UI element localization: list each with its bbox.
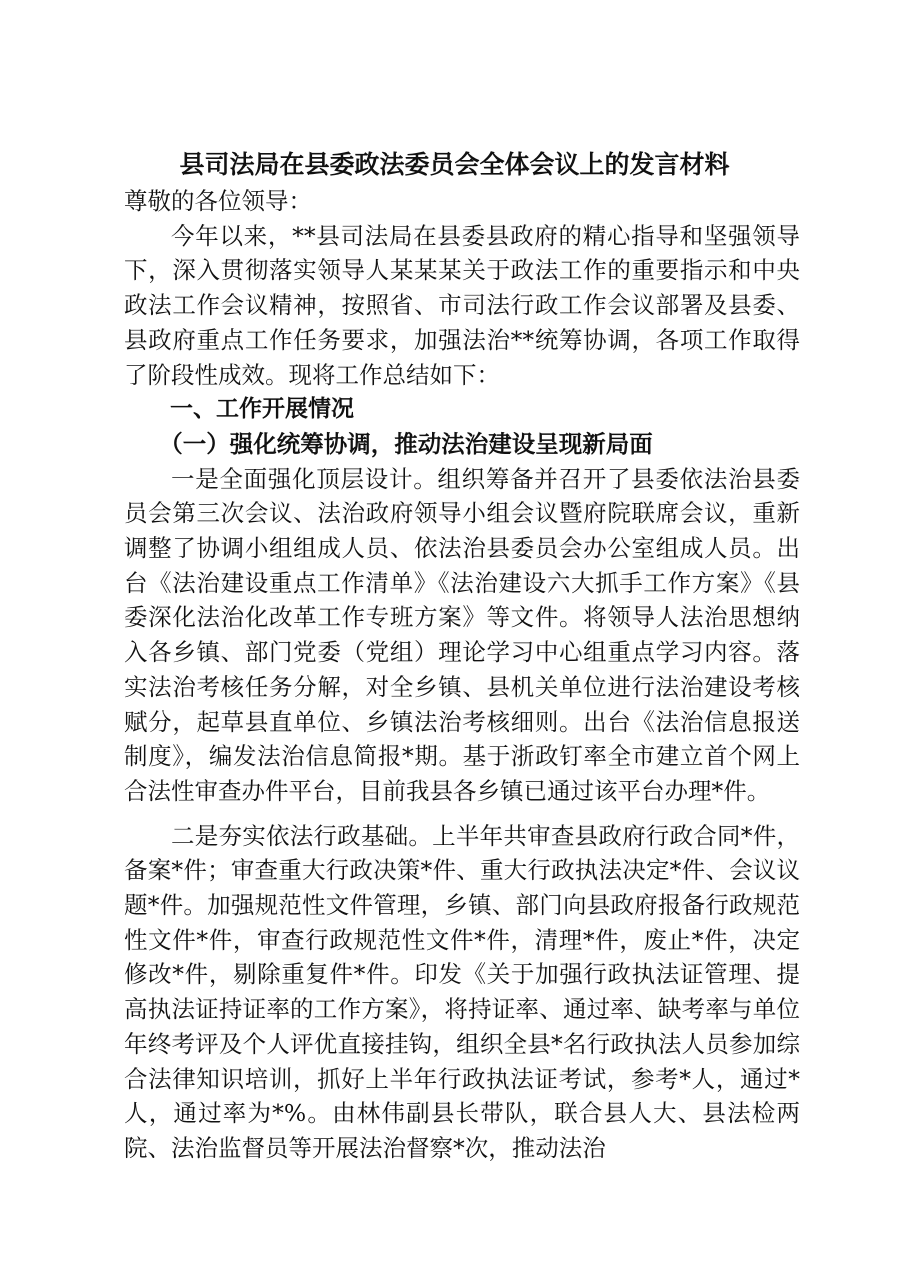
paragraph-2: 二是夯实依法行政基础。上半年共审查县政府行政合同*件，备案*件；审查重大行政决策*件、重大行政执法决定*件、会议议题*件。加强规范性文件管理，乡镇、部门向县政府报备行政规范性文件*件，审查行政规范性文件*件，清理*件，废止*件，决定修改*件，剔除重复件*件。印发《关于加强行政执法证管理、提高执法证持证率的工作方案》，将持证率、通过率、缺考率与单位年终考评及个人评优直接挂钩，组织全县*名行政执法人员参加综合法律知识培训，抓好上半年行政执法证考试，参考*人，通过*人，通过率为*%。由林伟副县长带队，联合县人大、县法检两院、法治监督员等开展法治督察*次，推动法治 — [124, 821, 800, 1162]
document-title: 县司法局在县委政法委员会全体会议上的发言材料 — [179, 150, 730, 179]
salutation: 尊敬的各位领导： — [124, 187, 312, 215]
paragraph-1: 一是全面强化顶层设计。组织筹备并召开了县委依法治县委员会第三次会议、法治政府领导小组会议暨府院联席会议，重新调整了协调小组组成人员、依法治县委员会办公室组成人员。出台《法治建设重点工作清单》《法治建设六大抓手工作方案》《县委深化法治化改革工作专班方案》等文件。将领导人法治思想纳入各乡镇、部门党委（党组）理论学习中心组重点学习内容。落实法治考核任务分解，对全乡镇、县机关单位进行法治建设考核赋分，起草县直单位、乡镇法治考核细则。出台《法治信息报送制度》，编发法治信息简报*期。基于浙政钉率全市建立首个网上合法性审查办件平台，目前我县各乡镇已通过该平台办理*件。 — [124, 464, 800, 805]
intro-paragraph: 今年以来，**县司法局在县委县政府的精心指导和坚强领导下，深入贯彻落实领导人某某某关于政法工作的重要指示和中央政法工作会议精神，按照省、市司法行政工作会议部署及县委、县政府重点工作任务要求，加强法治**统筹协调，各项工作取得了阶段性成效。现将工作总结如下： — [124, 221, 800, 389]
section-heading-1: 一、工作开展情况 — [170, 396, 354, 423]
document-body — [124, 184, 800, 1166]
subsection-heading-1: （一）强化统筹协调，推动法治建设呈现新局面 — [159, 429, 653, 458]
